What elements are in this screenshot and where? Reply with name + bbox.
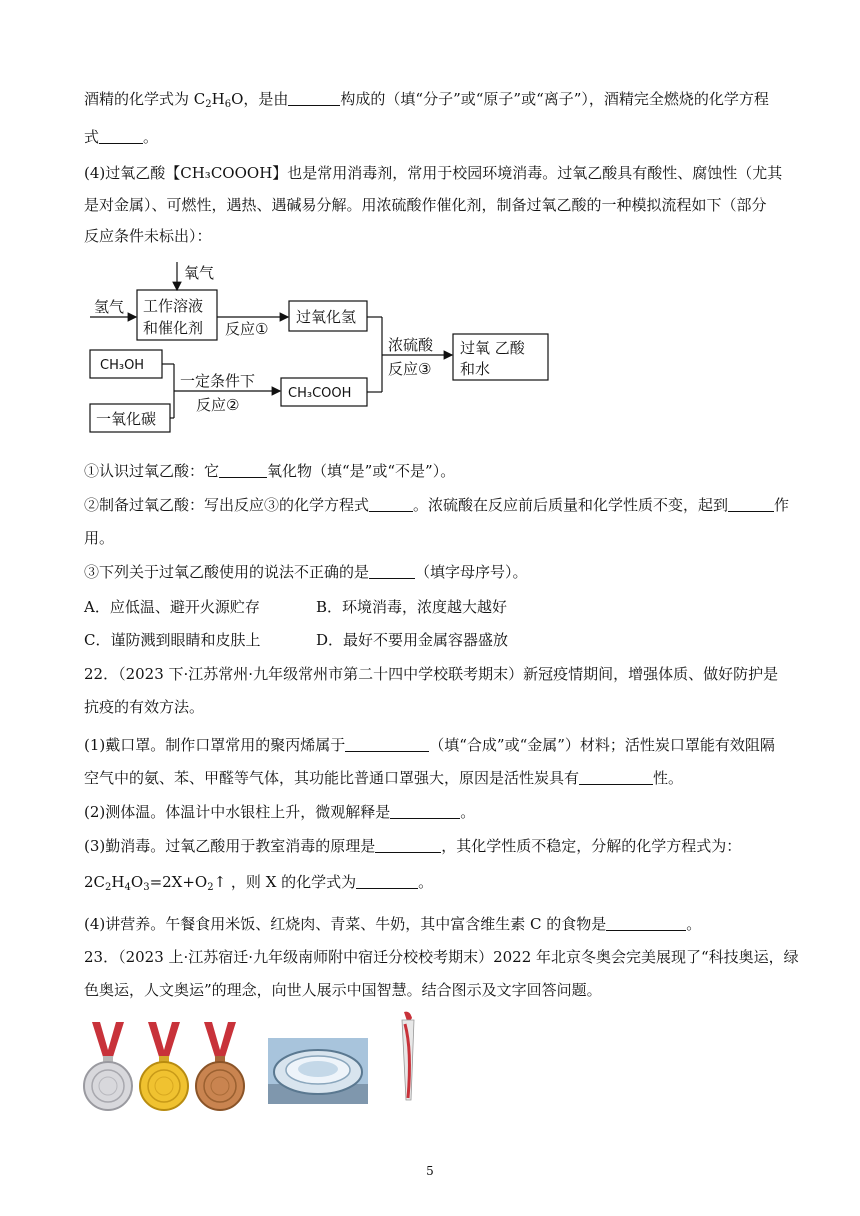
answer-blank[interactable] — [369, 564, 415, 579]
answer-blank[interactable] — [579, 770, 653, 785]
reaction2-label: 反应② — [196, 396, 240, 414]
bronze-medal-icon — [194, 1022, 246, 1112]
option-c[interactable]: C．谨防溅到眼睛和皮肤上 — [84, 631, 261, 649]
text-line: (4)讲营养。午餐食用米饭、红烧肉、青菜、牛奶，其中富含维生素 C 的食物是 。 — [84, 915, 702, 933]
option-b[interactable]: B．环境消毒，浓度越大越好 — [316, 598, 508, 616]
equation-line: $2C_2H_4O_3=2X+O_2↑$ ，则 X 的化学式为 。 — [84, 873, 434, 893]
answer-blank[interactable] — [356, 874, 418, 889]
answer-blank[interactable] — [369, 497, 413, 512]
text-line: ②制备过氧乙酸：写出反应③的化学方程式 。浓硫酸在反应前后质量和化学性质不变，起到 作 — [84, 496, 790, 514]
text-line: ③下列关于过氧乙酸使用的说法不正确的是 （填字母序号）。 — [84, 563, 528, 581]
text-line: ①认识过氧乙酸：它 氧化物（填“是”或“不是”）。 — [84, 462, 456, 480]
text-line: 反应条件未标出）： — [84, 227, 212, 245]
answer-blank[interactable] — [288, 91, 340, 106]
answer-blank[interactable] — [375, 838, 441, 853]
carbon-monoxide-label: 一氧化碳 — [96, 410, 157, 428]
reaction3-label: 反应③ — [388, 360, 432, 378]
methanol-label: CH₃OH — [100, 358, 145, 373]
text-line: 抗疫的有效方法。 — [84, 698, 205, 716]
text-line: 式 。 — [84, 128, 159, 146]
sulfuric-acid-label: 浓硫酸 — [388, 336, 434, 354]
option-d[interactable]: D．最好不要用金属容器盛放 — [316, 631, 509, 649]
text-line: 空气中的氨、苯、甲醛等气体，其功能比普通口罩强大，原因是活性炭具有 性。 — [84, 769, 684, 787]
condition-label: 一定条件下 — [180, 372, 256, 390]
text-line: 是对金属）、可燃性，遇热、遇碱易分解。用浓硫酸作催化剂，制备过氧乙酸的一种模拟流程如下（部分 — [84, 196, 767, 214]
text-line: 酒精的化学式为 $C_2H_6O$，是由 构成的（填“分子”或“原子”或“离子”），酒精完全燃烧的化学方程 — [84, 90, 769, 110]
question-22: 22．（2023 下·江苏常州·九年级常州市第二十四中学校联考期末）新冠疫情期间，增强体质、做好防护是 — [84, 665, 779, 683]
answer-blank[interactable] — [728, 497, 774, 512]
peracetic-acid-label: 过氧 乙酸 — [460, 339, 525, 357]
acetic-acid-label: CH₃COOH — [288, 386, 352, 401]
water-label: 和水 — [460, 360, 491, 378]
answer-blank[interactable] — [219, 463, 267, 478]
answer-blank[interactable] — [345, 737, 429, 752]
text-line: (1)戴口罩。制作口罩常用的聚丙烯属于 （填“合成”或“金属”）材料；活性炭口罩能有效阻隔 — [84, 736, 775, 754]
text-line: (3)勤消毒。过氧乙酸用于教室消毒的原理是 ，其化学性质不稳定，分解的化学方程式为： — [84, 837, 742, 855]
catalyst-label: 和催化剂 — [143, 319, 204, 337]
stadium-image — [268, 1038, 368, 1104]
flow-diagram — [80, 258, 560, 438]
hydrogen-label: 氢气 — [94, 298, 125, 316]
answer-blank[interactable] — [606, 916, 686, 931]
silver-medal-icon — [82, 1022, 134, 1112]
text-line: (4)过氧乙酸【CH₃COOOH】也是常用消毒剂，常用于校园环境消毒。过氧乙酸具有酸性、腐蚀性（尤其 — [84, 164, 783, 182]
work-solution-label: 工作溶液 — [143, 297, 204, 315]
olympic-torch-icon — [396, 1010, 420, 1104]
option-a[interactable]: A．应低温、避开火源贮存 — [84, 598, 260, 616]
answer-blank[interactable] — [390, 804, 460, 819]
gold-medal-icon — [138, 1022, 190, 1112]
question-23: 23．（2023 上·江苏宿迁·九年级南师附中宿迁分校校考期末）2022 年北京冬奥会完美展现了“科技奥运，绿 — [84, 948, 799, 966]
page-number: 5 — [426, 1164, 434, 1178]
hydrogen-peroxide-label: 过氧化氢 — [296, 308, 357, 326]
oxygen-label: 氧气 — [184, 264, 215, 282]
text-line: 色奥运，人文奥运”的理念，向世人展示中国智慧。结合图示及文字回答问题。 — [84, 981, 602, 999]
answer-blank[interactable] — [99, 129, 143, 144]
reaction1-label: 反应① — [225, 320, 269, 338]
text-line: 用。 — [84, 529, 115, 547]
text-line: (2)测体温。体温计中水银柱上升，微观解释是 。 — [84, 803, 476, 821]
